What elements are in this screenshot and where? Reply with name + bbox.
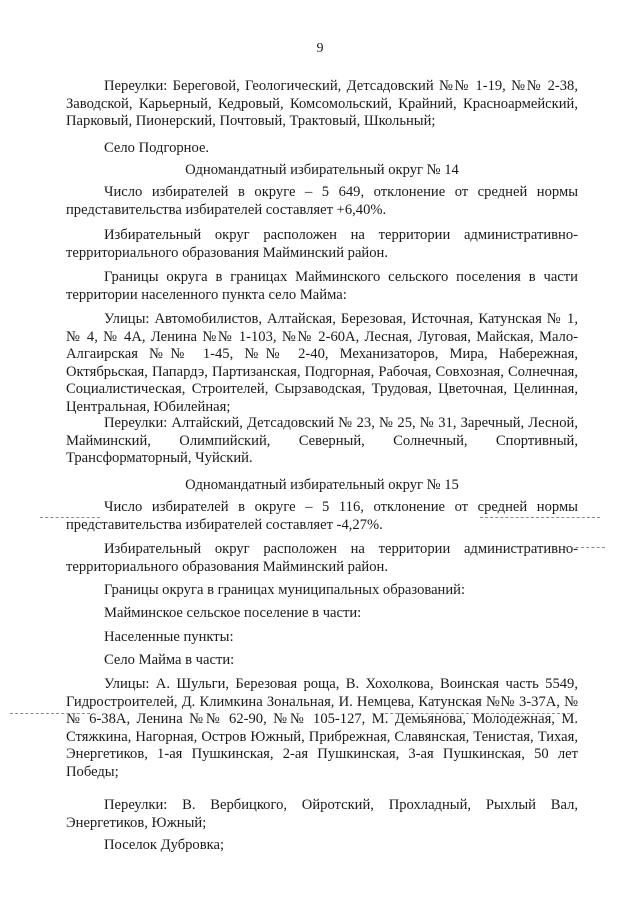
paragraph-lanes-15: Переулки: В. Вербицкого, Ойротский, Прохладный, Рыхлый Вал, Энергетиков, Южный; (66, 797, 578, 831)
scan-line-mark (380, 713, 570, 714)
paragraph-village-maima: Село Майма в части: (104, 652, 235, 668)
paragraph-maiminskoe: Майминское сельское поселение в части: (104, 605, 362, 621)
paragraph-voters-15: Число избирателей в округе – 5 116, отклонение от средней нормы представительства избирателей составляет -4,27%. (66, 499, 578, 533)
scan-line-mark (10, 713, 90, 714)
scan-line-mark (480, 517, 600, 518)
paragraph-dubrovka: Поселок Дубровка; (104, 837, 225, 853)
paragraph-location-14: Избирательный округ расположен на территории административно-территориального образования Майминский район. (66, 227, 578, 261)
paragraph-streets-15: Улицы: А. Шульги, Березовая роща, В. Хохолкова, Воинская часть 5549, Гидростроителей, Д. Климкина Зональная, И. Немцева, Катунская №№ 3-37А, №№ 6-38А, Ленина №№ 62-90, №№ 105-127, М. Демьянова, Молодежная, М. Стяжкина, Нагорная, Остров Южный, Прибрежная, Славянская, Тенистая, Тихая, Энергетиков, 1-ая Пушкинская, 2-ая Пушкинская, 3-ая Пушкинская, 50 лет Победы; (66, 676, 578, 780)
paragraph-streets-14: Улицы: Автомобилистов, Алтайская, Березовая, Источная, Катунская № 1, № 4, № 4А, Ленина №№ 1-103, №№ 2-60А, Лесная, Луговая, Майская, Мало-Алгаирская №№ 1-45, №№ 2-40, Механизаторов, Мира, Набережная, Октябрьская, Папардэ, Партизанская, Подгорная, Рабочая, Совхозная, Солнечная, Социалистическая, Строителей, Сырзаводская, Трудовая, Цветочная, Целинная, Центральная, Юбилейная; (66, 311, 578, 415)
paragraph-borders-15: Границы округа в границах муниципальных образований: (104, 582, 466, 598)
paragraph-lanes-14: Переулки: Алтайский, Детсадовский № 23, № 25, № 31, Заречный, Лесной, Майминский, Олимпийский, Северный, Солнечный, Спортивный, Трансформаторный, Чуйский. (66, 415, 578, 467)
scan-line-mark (40, 517, 100, 518)
district-15-heading: Одномандатный избирательный округ № 15 (185, 477, 459, 493)
paragraph-location-15: Избирательный округ расположен на территории административно-территориального образования Майминский район. (66, 541, 578, 575)
paragraph-lanes-1: Переулки: Береговой, Геологический, Детсадовский №№ 1-19, №№ 2-38, Заводской, Карьерный, Кедровый, Комсомольский, Крайний, Красноармейский, Парковый, Пионерский, Почтовый, Трактовый, Школьный; (66, 78, 578, 130)
district-14-heading: Одномандатный избирательный округ № 14 (185, 162, 459, 178)
scan-line-mark (565, 547, 605, 548)
paragraph-village-podgornoe: Село Подгорное. (104, 140, 210, 156)
paragraph-settlements: Населенные пункты: (104, 629, 234, 645)
paragraph-borders-14: Границы округа в границах Майминского сельского поселения в части территории населенного пункта село Майма: (66, 269, 578, 303)
page-number: 9 (316, 41, 324, 56)
paragraph-voters-14: Число избирателей в округе – 5 649, отклонение от средней нормы представительства избирателей составляет +6,40%. (66, 184, 578, 218)
